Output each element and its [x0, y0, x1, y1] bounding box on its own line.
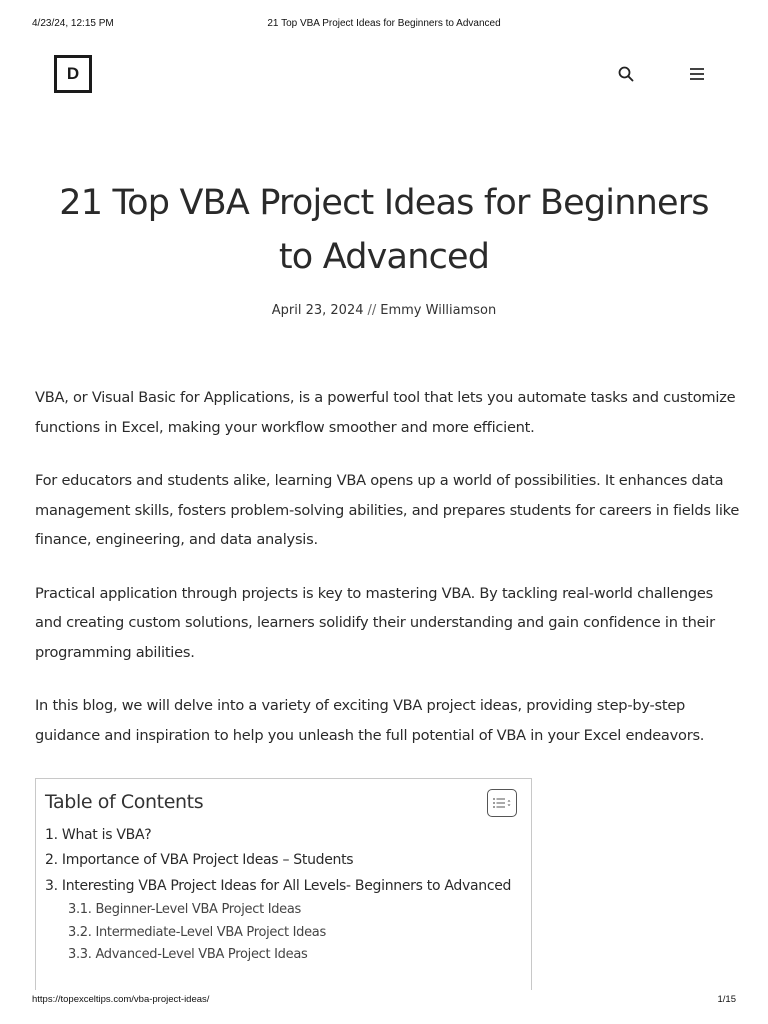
meta-separator: // — [367, 303, 377, 318]
paragraph: Practical application through projects is key to mastering VBA. By tackling real-world challenges and creating custom solutions, learners solidify their understanding and gain confidence in their programming abilities. — [35, 584, 715, 661]
article-title: 21 Top VBA Project Ideas for Beginners to Advanced — [59, 183, 709, 277]
toc-subitem[interactable]: 3.2. Intermediate-Level VBA Project Ideas — [68, 924, 326, 940]
toc-item[interactable]: 3. Interesting VBA Project Ideas for All Levels- Beginners to Advanced — [45, 877, 512, 894]
paragraph: In this blog, we will delve into a variety of exciting VBA project ideas, providing step-by-step guidance and inspiration to help you unleash the full potential of VBA in your Excel endeavors. — [35, 697, 705, 744]
print-header — [0, 18, 768, 32]
toc-item[interactable]: 1. What is VBA? — [45, 827, 152, 843]
toc-subitem[interactable]: 3.3. Advanced-Level VBA Project Ideas — [68, 947, 308, 962]
print-datetime: 4/23/24, 12:15 PM — [32, 18, 114, 29]
article-body — [35, 383, 741, 774]
print-page-title: 21 Top VBA Project Ideas for Beginners to Advanced — [267, 18, 501, 29]
hamburger-menu-icon — [689, 67, 705, 81]
toc-item[interactable]: 2. Importance of VBA Project Ideas – Students — [45, 852, 354, 868]
toc-list — [45, 823, 525, 967]
toc-toggle-button[interactable] — [487, 789, 517, 817]
site-logo[interactable] — [54, 55, 92, 93]
toc-title: Table of Contents — [45, 791, 204, 813]
article-author[interactable]: Emmy Williamson — [380, 303, 497, 318]
table-of-contents — [35, 778, 532, 990]
paragraph: For educators and students alike, learning VBA opens up a world of possibilities. It enhances data management skills, fosters problem-solving abilities, and prepares students for careers in fields like finance, engineering, and data analysis. — [35, 472, 740, 548]
search-icon — [618, 66, 634, 82]
menu-button[interactable] — [685, 62, 709, 86]
paragraph: VBA, or Visual Basic for Applications, is a powerful tool that lets you automate tasks and customize functions in Excel, making your workflow smoother and more efficient. — [35, 389, 736, 436]
article-date[interactable]: April 23, 2024 — [271, 303, 364, 318]
print-url: https://topexceltips.com/vba-project-ideas/ — [32, 994, 210, 1005]
search-button[interactable] — [614, 62, 638, 86]
article-meta — [0, 303, 768, 318]
print-page-count: 1/15 — [717, 994, 736, 1005]
site-logo-letter: D — [66, 64, 80, 83]
list-toggle-icon — [492, 797, 512, 809]
toc-subitem[interactable]: 3.1. Beginner-Level VBA Project Ideas — [68, 902, 302, 917]
